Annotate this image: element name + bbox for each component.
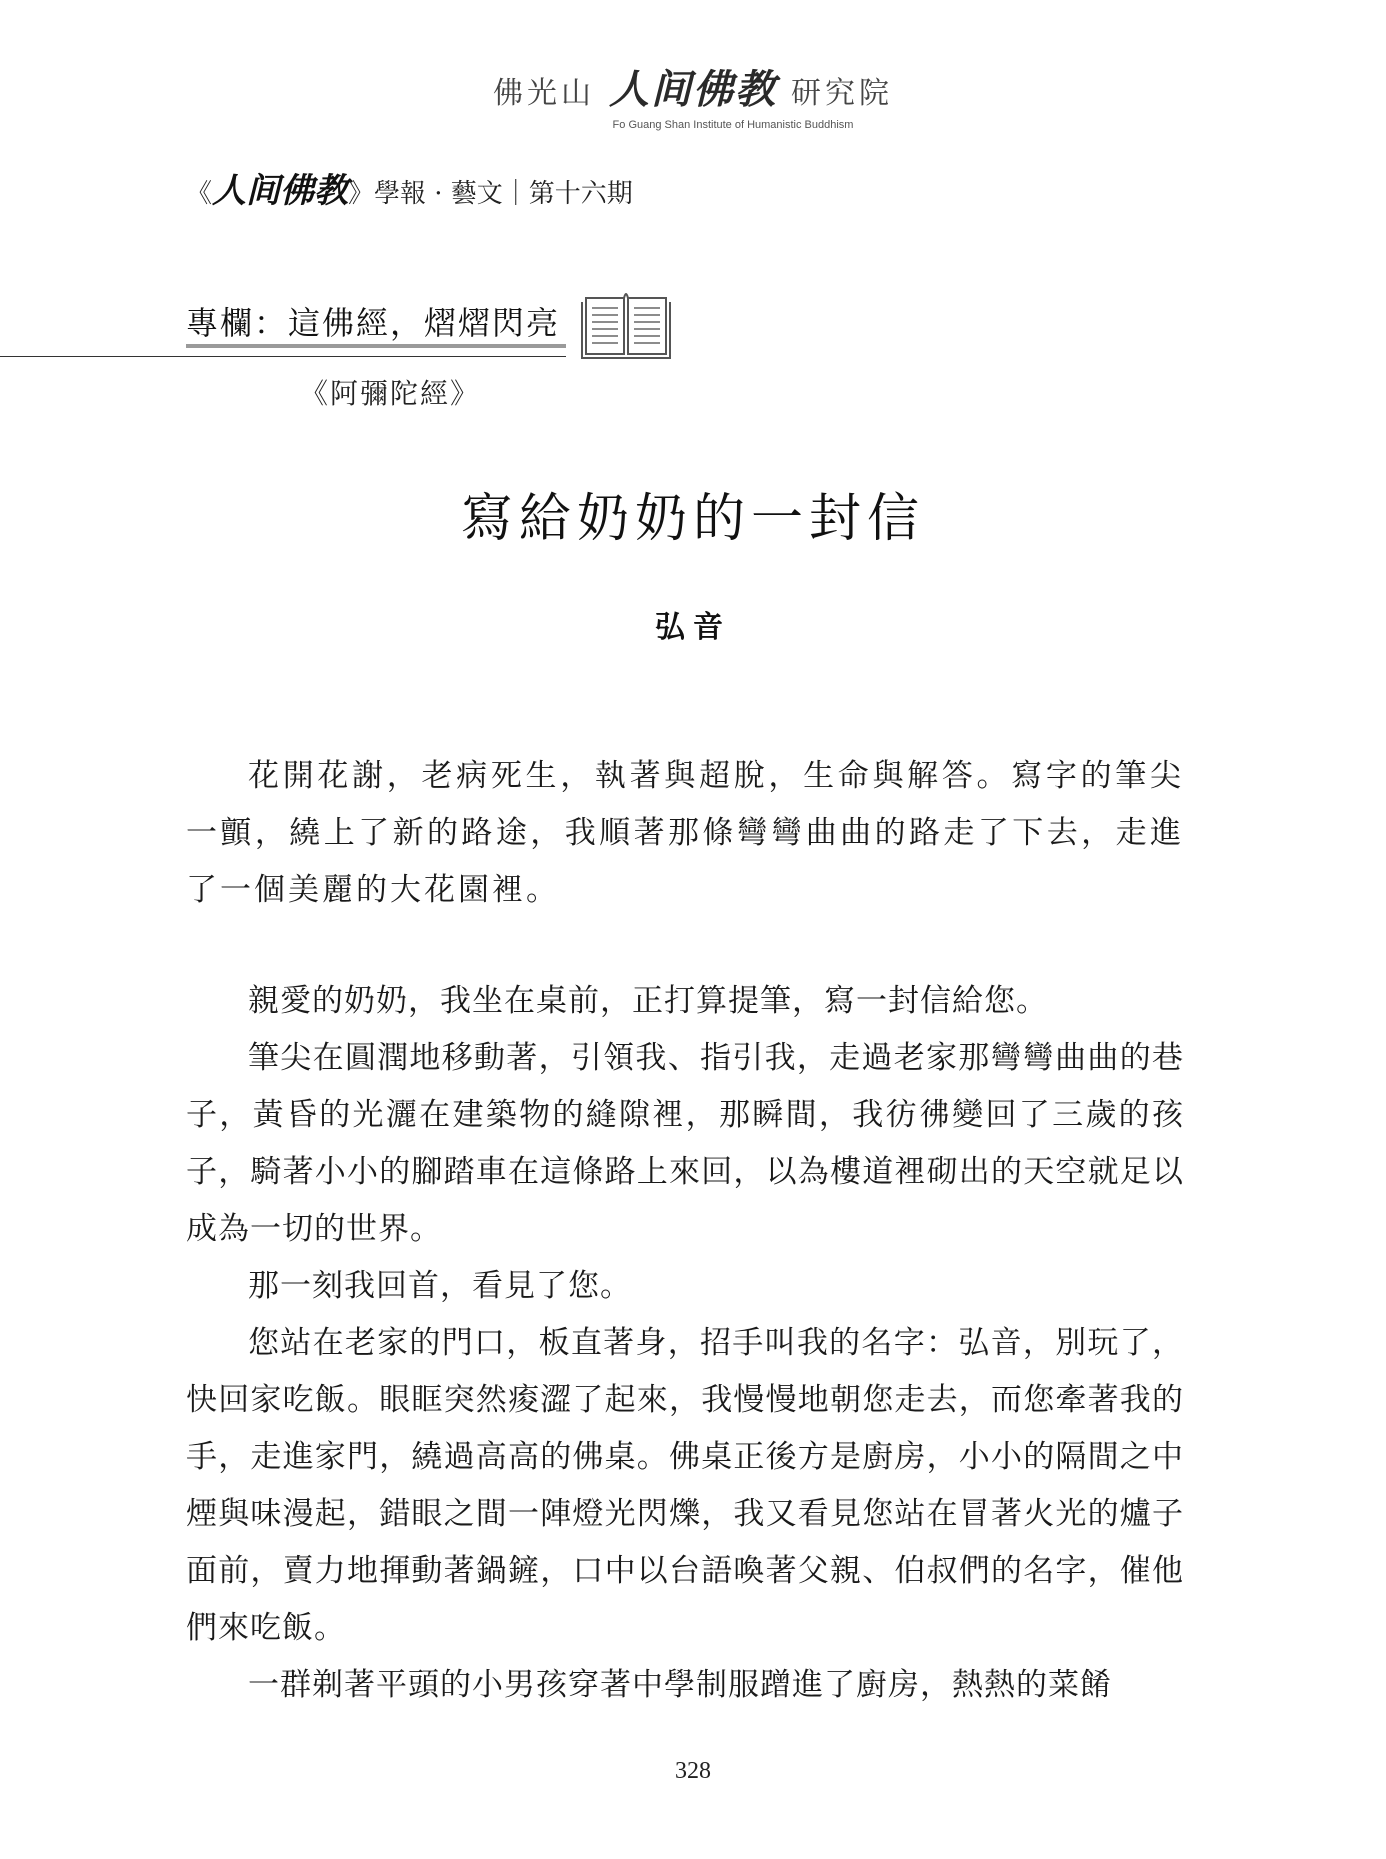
open-book-icon (580, 284, 672, 360)
paragraph: 一群剃著平頭的小男孩穿著中學制服蹭進了廚房，熱熱的菜餚 (248, 1667, 1112, 1703)
paragraph: 花開花謝，老病死生，執著與超脫，生命與解答。寫字的筆尖一顫，繞上了新的路途，我順著那條彎彎曲曲的路走了下去，走進了一個美麗的大花園裡。 (186, 758, 1184, 908)
paragraph: 筆尖在圓潤地移動著，引領我、指引我，走過老家那彎彎曲曲的巷子，黃昏的光灑在建築物的縫隙裡，那瞬間，我彷彿變回了三歲的孩子，騎著小小的腳踏車在這條路上來回，以為樓道裡砌出的天空就足以成為一切的世界。 (186, 1040, 1184, 1247)
institute-header (0, 58, 1386, 131)
article-author: 弘音 (655, 610, 731, 645)
article-title: 寫給奶奶的一封信 (460, 489, 925, 549)
column-title: 專欄：這佛經，熠熠閃亮 (186, 304, 561, 342)
institute-prefix: 佛光山 (493, 76, 595, 111)
paragraph: 您站在老家的門口，板直著身，招手叫我的名字：弘音，別玩了，快回家吃飯。眼眶突然痠澀了起來，我慢慢地朝您走去，而您牽著我的手，走進家門，繞過高高的佛桌。佛桌正後方是廚房，小小的隔間之中煙與味漫起，錯眼之間一陣燈光閃爍，我又看見您站在冒著火光的爐子面前，賣力地揮動著鍋鏟，口中以台語喚著父親、伯叔們的名字，催他們來吃飯。 (186, 1325, 1184, 1646)
article-body (186, 748, 1184, 1714)
column-title-underline (186, 344, 566, 348)
paragraph-gap (186, 919, 1184, 973)
journal-issue-info: 》學報 · 藝文｜第十六期 (348, 179, 633, 209)
page-number: 328 (675, 1758, 711, 1784)
paragraph: 親愛的奶奶，我坐在桌前，正打算提筆，寫一封信給您。 (248, 983, 1048, 1019)
journal-brand-logo: 人间佛教 (212, 171, 349, 211)
institute-english-name: Fo Guang Shan Institute of Humanistic Buddhism (612, 119, 854, 131)
column-divider-rule (0, 356, 566, 357)
journal-open-bracket: 《 (186, 179, 213, 209)
paragraph: 那一刻我回首，看見了您。 (248, 1268, 632, 1304)
journal-title (186, 163, 633, 212)
institute-suffix: 研究院 (791, 76, 893, 111)
sutra-name: 《阿彌陀經》 (300, 377, 481, 410)
institute-brand-logo: 人间佛教 (609, 66, 777, 113)
